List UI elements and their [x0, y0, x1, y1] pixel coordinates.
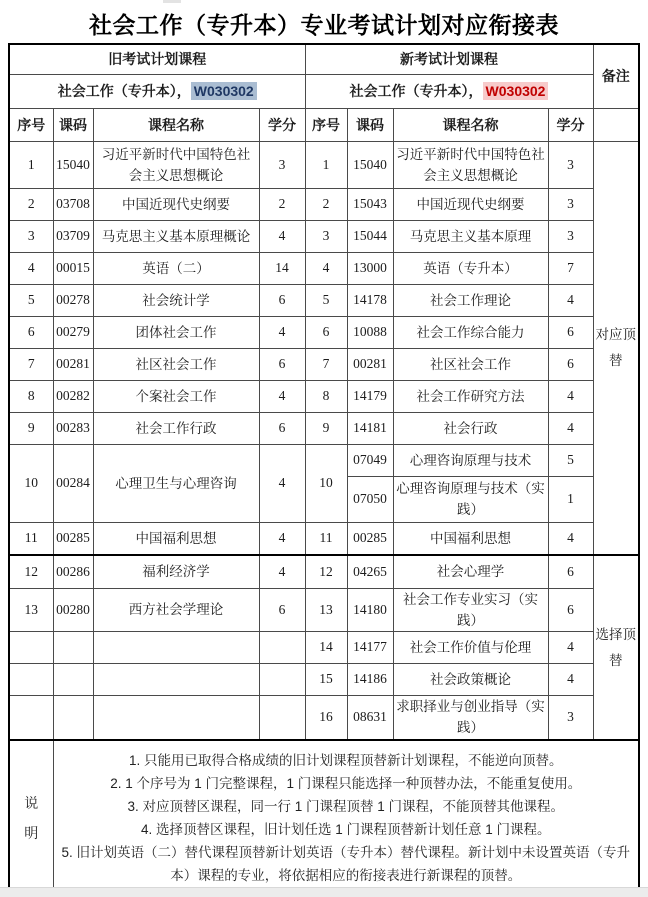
new-code-cell: 14186 — [347, 663, 393, 695]
new-name-cell: 社会政策概论 — [393, 663, 548, 695]
table-row — [9, 252, 639, 284]
table-row — [9, 663, 639, 695]
new-credit-cell: 6 — [548, 316, 593, 348]
new-code-cell: 00285 — [347, 522, 393, 555]
new-code-cell: 15043 — [347, 188, 393, 220]
old-name-cell-empty — [93, 663, 259, 695]
new-name-cell: 社会心理学 — [393, 555, 548, 588]
new-name-cell: 社会工作综合能力 — [393, 316, 548, 348]
new-name-cell: 中国福利思想 — [393, 522, 548, 555]
old-credit-cell: 4 — [259, 380, 305, 412]
courses-table — [8, 43, 640, 896]
notes-body-cell — [53, 740, 639, 895]
new-no-cell: 6 — [305, 316, 347, 348]
new-credit-cell: 4 — [548, 380, 593, 412]
old-credit-cell: 6 — [259, 412, 305, 444]
new-code-cell: 14177 — [347, 631, 393, 663]
old-credit-cell: 6 — [259, 284, 305, 316]
new-credit-cell: 5 — [548, 444, 593, 476]
page-bottom-strip — [0, 887, 648, 897]
note-item: 5. 旧计划英语（二）替代课程顶替新计划英语（专升本）替代课程。新计划中未设置英语（专升本）课程的专业，将依据相应的衔接表进行新课程的顶替。 — [61, 844, 630, 883]
note-item: 3. 对应顶替区课程，同一行 1 门课程顶替 1 门课程，不能顶替其他课程。 — [127, 798, 565, 814]
old-no-cell: 3 — [9, 220, 53, 252]
old-major-code-highlight: W030302 — [191, 82, 257, 100]
old-no-cell: 2 — [9, 188, 53, 220]
new-no-cell: 11 — [305, 522, 347, 555]
old-name-cell: 中国近现代史纲要 — [93, 188, 259, 220]
new-name-cell: 马克思主义基本原理 — [393, 220, 548, 252]
table-row — [9, 588, 639, 631]
col-header-new-credit: 学分 — [548, 108, 593, 141]
old-code-cell: 03708 — [53, 188, 93, 220]
new-credit-cell: 4 — [548, 412, 593, 444]
col-header-old-no: 序号 — [9, 108, 53, 141]
new-name-cell: 中国近现代史纲要 — [393, 188, 548, 220]
col-header-old-credit: 学分 — [259, 108, 305, 141]
old-no-cell: 13 — [9, 588, 53, 631]
new-credit-cell: 3 — [548, 695, 593, 740]
new-credit-cell: 3 — [548, 188, 593, 220]
note-item: 2. 1 个序号为 1 门完整课程，1 门课程只能选择一种顶替办法，不能重复使用。 — [110, 775, 582, 791]
old-credit-cell: 4 — [259, 316, 305, 348]
old-code-cell: 00279 — [53, 316, 93, 348]
new-no-cell: 13 — [305, 588, 347, 631]
old-credit-cell: 4 — [259, 555, 305, 588]
old-credit-cell: 3 — [259, 141, 305, 188]
new-no-cell: 9 — [305, 412, 347, 444]
new-name-cell: 社会工作价值与伦理 — [393, 631, 548, 663]
old-credit-cell: 6 — [259, 348, 305, 380]
new-credit-cell: 4 — [548, 663, 593, 695]
table-row — [9, 108, 639, 141]
col-header-old-name: 课程名称 — [93, 108, 259, 141]
old-no-cell-empty — [9, 695, 53, 740]
old-credit-cell-empty — [259, 695, 305, 740]
old-name-cell-empty — [93, 631, 259, 663]
new-credit-cell: 4 — [548, 284, 593, 316]
old-code-cell: 00285 — [53, 522, 93, 555]
old-code-cell: 00278 — [53, 284, 93, 316]
table-row — [9, 380, 639, 412]
table-row — [9, 412, 639, 444]
old-name-cell: 心理卫生与心理咨询 — [93, 444, 259, 522]
old-name-cell: 福利经济学 — [93, 555, 259, 588]
old-no-cell-empty — [9, 631, 53, 663]
old-no-cell-empty — [9, 663, 53, 695]
old-credit-cell-empty — [259, 631, 305, 663]
old-code-cell: 15040 — [53, 141, 93, 188]
old-no-cell: 4 — [9, 252, 53, 284]
new-code-cell: 04265 — [347, 555, 393, 588]
table-row — [9, 631, 639, 663]
old-name-cell: 习近平新时代中国特色社会主义思想概论 — [93, 141, 259, 188]
old-plan-header-cell: 旧考试计划课程 — [9, 44, 305, 74]
page-title: 社会工作（专升本）专业考试计划对应衔接表 — [89, 13, 559, 38]
table-row — [9, 522, 639, 555]
new-name-cell: 心理咨询原理与技术 — [393, 444, 548, 476]
table-row — [9, 44, 639, 74]
old-no-cell: 7 — [9, 348, 53, 380]
notes-label: 说明 — [24, 794, 39, 841]
old-name-cell: 社会工作行政 — [93, 412, 259, 444]
new-no-cell: 16 — [305, 695, 347, 740]
old-major-cell — [9, 74, 305, 108]
table-row — [9, 555, 639, 588]
table-row — [9, 188, 639, 220]
old-name-cell: 个案社会工作 — [93, 380, 259, 412]
new-name-cell: 社会工作理论 — [393, 284, 548, 316]
new-name-cell: 社会工作研究方法 — [393, 380, 548, 412]
scan-artifact-mark — [163, 0, 181, 3]
new-no-cell: 3 — [305, 220, 347, 252]
new-no-cell: 1 — [305, 141, 347, 188]
new-credit-cell: 4 — [548, 631, 593, 663]
notes-label-cell — [9, 740, 53, 895]
old-code-cell-empty — [53, 631, 93, 663]
new-code-cell: 00281 — [347, 348, 393, 380]
table-row — [9, 220, 639, 252]
new-name-cell: 社区社会工作 — [393, 348, 548, 380]
remark-choose-cell: 选择顶替 — [593, 555, 639, 740]
old-credit-cell: 4 — [259, 522, 305, 555]
old-code-cell: 00284 — [53, 444, 93, 522]
new-credit-cell: 3 — [548, 220, 593, 252]
new-code-cell: 14179 — [347, 380, 393, 412]
old-credit-cell: 2 — [259, 188, 305, 220]
old-code-cell-empty — [53, 663, 93, 695]
remark-header-cell: 备注 — [593, 44, 639, 108]
new-no-cell: 10 — [305, 444, 347, 522]
col-header-new-no: 序号 — [305, 108, 347, 141]
table-row — [9, 316, 639, 348]
new-code-cell: 14181 — [347, 412, 393, 444]
table-row — [9, 284, 639, 316]
new-credit-cell: 7 — [548, 252, 593, 284]
new-major-code-highlight: W030302 — [483, 82, 549, 100]
new-code-cell: 14178 — [347, 284, 393, 316]
new-no-cell: 7 — [305, 348, 347, 380]
new-credit-cell: 4 — [548, 522, 593, 555]
remark-correspond-cell: 对应顶替 — [593, 141, 639, 555]
old-credit-cell: 4 — [259, 220, 305, 252]
old-code-cell-empty — [53, 695, 93, 740]
new-code-cell: 07050 — [347, 476, 393, 522]
old-name-cell: 社区社会工作 — [93, 348, 259, 380]
table-row — [9, 740, 639, 895]
new-plan-header-cell: 新考试计划课程 — [305, 44, 593, 74]
table-row — [9, 444, 639, 476]
old-no-cell: 8 — [9, 380, 53, 412]
new-no-cell: 12 — [305, 555, 347, 588]
old-credit-cell: 6 — [259, 588, 305, 631]
new-name-cell: 习近平新时代中国特色社会主义思想概论 — [393, 141, 548, 188]
old-code-cell: 00283 — [53, 412, 93, 444]
old-no-cell: 12 — [9, 555, 53, 588]
old-name-cell: 社会统计学 — [93, 284, 259, 316]
old-name-cell-empty — [93, 695, 259, 740]
note-item: 4. 选择顶替区课程，旧计划任选 1 门课程顶替新计划任意 1 门课程。 — [140, 821, 551, 837]
new-major-name: 社会工作（专升本）， — [349, 83, 483, 99]
new-no-cell: 4 — [305, 252, 347, 284]
new-code-cell: 13000 — [347, 252, 393, 284]
col-header-old-code: 课码 — [53, 108, 93, 141]
new-credit-cell: 1 — [548, 476, 593, 522]
old-name-cell: 中国福利思想 — [93, 522, 259, 555]
new-credit-cell: 6 — [548, 348, 593, 380]
old-name-cell: 团体社会工作 — [93, 316, 259, 348]
new-name-cell: 英语（专升本） — [393, 252, 548, 284]
new-credit-cell: 6 — [548, 588, 593, 631]
table-row — [9, 141, 639, 188]
old-code-cell: 03709 — [53, 220, 93, 252]
new-code-cell: 14180 — [347, 588, 393, 631]
new-name-cell: 社会工作专业实习（实践） — [393, 588, 548, 631]
old-credit-cell: 4 — [259, 444, 305, 522]
table-row — [9, 74, 639, 108]
new-code-cell: 08631 — [347, 695, 393, 740]
new-name-cell: 心理咨询原理与技术（实践） — [393, 476, 548, 522]
new-name-cell: 求职择业与创业指导（实践） — [393, 695, 548, 740]
old-code-cell: 00282 — [53, 380, 93, 412]
old-no-cell: 11 — [9, 522, 53, 555]
old-name-cell: 西方社会学理论 — [93, 588, 259, 631]
new-no-cell: 8 — [305, 380, 347, 412]
new-credit-cell: 6 — [548, 555, 593, 588]
col-header-new-name: 课程名称 — [393, 108, 548, 141]
old-code-cell: 00286 — [53, 555, 93, 588]
new-code-cell: 15044 — [347, 220, 393, 252]
old-code-cell: 00281 — [53, 348, 93, 380]
table-row — [9, 348, 639, 380]
col-header-new-code: 课码 — [347, 108, 393, 141]
new-no-cell: 5 — [305, 284, 347, 316]
old-no-cell: 1 — [9, 141, 53, 188]
table-row — [9, 695, 639, 740]
old-no-cell: 9 — [9, 412, 53, 444]
new-no-cell: 14 — [305, 631, 347, 663]
new-major-cell — [305, 74, 593, 108]
new-credit-cell: 3 — [548, 141, 593, 188]
old-code-cell: 00280 — [53, 588, 93, 631]
new-code-cell: 07049 — [347, 444, 393, 476]
new-code-cell: 10088 — [347, 316, 393, 348]
old-credit-cell-empty — [259, 663, 305, 695]
note-item: 1. 只能用已取得合格成绩的旧计划课程顶替新计划课程，不能逆向顶替。 — [128, 752, 563, 768]
old-code-cell: 00015 — [53, 252, 93, 284]
old-no-cell: 5 — [9, 284, 53, 316]
new-name-cell: 社会行政 — [393, 412, 548, 444]
new-code-cell: 15040 — [347, 141, 393, 188]
remark-spacer-cell — [593, 108, 639, 141]
old-no-cell: 10 — [9, 444, 53, 522]
new-no-cell: 2 — [305, 188, 347, 220]
old-name-cell: 英语（二） — [93, 252, 259, 284]
old-no-cell: 6 — [9, 316, 53, 348]
old-credit-cell: 14 — [259, 252, 305, 284]
old-major-name: 社会工作（专升本）， — [57, 83, 191, 99]
old-name-cell: 马克思主义基本原理概论 — [93, 220, 259, 252]
new-no-cell: 15 — [305, 663, 347, 695]
